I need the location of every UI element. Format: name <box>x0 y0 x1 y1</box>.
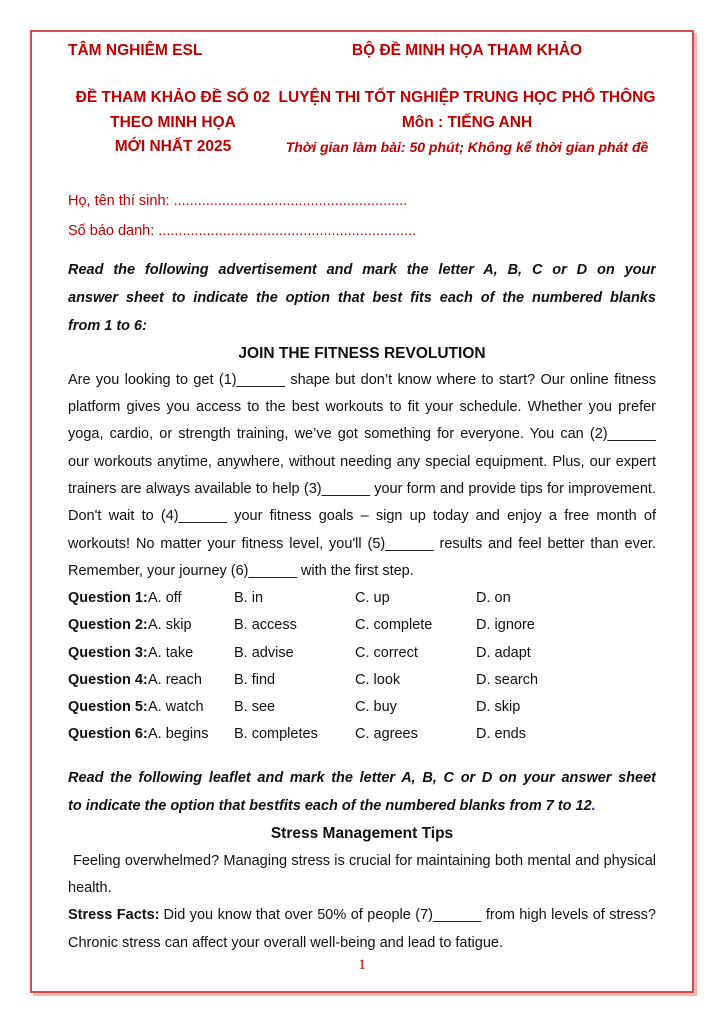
section1-instruction <box>68 256 656 340</box>
exam-code-line-2: THEO MINH HỌA <box>110 113 236 131</box>
option-b: B. in <box>234 590 264 607</box>
section2-instruction <box>68 764 656 820</box>
option-d: D. skip <box>476 698 521 715</box>
student-name-line: Họ, tên thí sinh: .......................................................... <box>68 192 408 209</box>
question-row <box>68 667 656 694</box>
option-a: A. take <box>148 644 194 661</box>
passage1-title: JOIN THE FITNESS REVOLUTION <box>238 344 486 362</box>
passage-line: Don't wait to (4)______ your fitness goals – sign up today and enjoy a free month of <box>68 508 656 525</box>
instruction-line: Read the following leaflet and mark the letter A, B, C or D on your answer sheet <box>68 770 656 787</box>
student-id-line: Số báo danh: ................................................................ <box>68 222 417 239</box>
passage-line: workouts! No matter your fitness level, you'll (5)______ results and feel better than ever. <box>68 535 656 552</box>
option-a: A. begins <box>148 726 209 743</box>
passage-line <box>68 902 656 929</box>
option-d: D. search <box>476 671 539 688</box>
option-a: A. watch <box>148 698 204 715</box>
instruction-line <box>68 792 656 820</box>
passage-line: Feeling overwhelmed? Managing stress is crucial for maintaining both mental and physical <box>73 852 656 869</box>
collection-title: BỘ ĐỀ MINH HỌA THAM KHẢO <box>351 42 583 59</box>
option-c: C. buy <box>355 698 397 715</box>
option-a: A. reach <box>148 671 202 688</box>
instruction-line: Read the following advertisement and mark the letter A, B, C or D on your <box>68 261 656 278</box>
student-info <box>68 186 656 246</box>
org-name: TÂM NGHIÊM ESL <box>68 42 203 59</box>
option-b: B. access <box>234 617 297 634</box>
option-d: D. ends <box>476 726 526 743</box>
passage-line: our workouts anytime, anywhere, without needing any special equipment. Plus, our expert <box>68 453 656 470</box>
question-label: Question 5: <box>68 698 148 715</box>
passage-line: trainers are always available to help (3)______ your form and provide tips for improvement. <box>68 480 656 497</box>
question-row <box>68 612 656 639</box>
stress-facts-text: Did you know that over 50% of people (7)______ from high levels of stress? <box>163 907 656 924</box>
option-c: C. complete <box>355 617 433 634</box>
option-d: D. adapt <box>476 644 531 661</box>
question-label: Question 6: <box>68 726 148 743</box>
option-c: C. look <box>355 671 401 688</box>
question-label: Question 4: <box>68 671 148 688</box>
option-c: C. up <box>355 590 390 607</box>
option-b: B. find <box>234 671 276 688</box>
option-b: B. advise <box>234 644 294 661</box>
option-b: B. completes <box>234 726 318 743</box>
exam-code-line-3: MỚI NHẤT 2025 <box>114 138 232 155</box>
question-label: Question 3: <box>68 644 148 661</box>
questions-block <box>68 585 656 748</box>
header-row-2 <box>68 86 656 160</box>
exam-code-block <box>68 86 278 160</box>
option-d: D. on <box>476 590 511 607</box>
option-d: D. ignore <box>476 617 535 634</box>
passage1-text <box>68 367 656 585</box>
page-number: 1 <box>358 957 366 973</box>
passage-line: Are you looking to get (1)______ shape but don’t know where to start? Our online fitness <box>68 371 656 388</box>
passage-line: yoga, cardio, or strength training, we’ve got something for everyone. You can (2)______ <box>68 426 656 443</box>
exam-subject: Môn : TIẾNG ANH <box>401 113 533 131</box>
passage2-text <box>68 848 656 957</box>
exam-info-block <box>278 86 656 160</box>
passage-line: health. <box>68 879 112 896</box>
header-row-1 <box>68 42 656 60</box>
instruction-line: answer sheet to indicate the option that best fits each of the numbered blanks <box>68 289 656 306</box>
question-label: Question 2: <box>68 617 148 634</box>
instruction-line-text: to indicate the option that bestfits each of the numbered blanks from 7 to 12 <box>68 798 592 815</box>
passage-line: platform gives you access to the best workouts to fit your schedule. Whether you prefer <box>68 399 656 416</box>
question-row <box>68 585 656 612</box>
instruction-period: . <box>591 798 596 815</box>
option-c: C. correct <box>355 644 418 661</box>
option-b: B. see <box>234 698 276 715</box>
option-a: A. skip <box>148 617 192 634</box>
exam-duration: Thời gian làm bài: 50 phút; Không kể thời gian phát đề <box>285 139 649 155</box>
question-row <box>68 694 656 721</box>
instruction-line: from 1 to 6: <box>68 317 147 334</box>
option-a: A. off <box>148 590 182 607</box>
question-label: Question 1: <box>68 590 148 607</box>
stress-facts-label: Stress Facts: <box>68 907 160 924</box>
passage-line: Chronic stress can affect your overall well-being and lead to fatigue. <box>68 934 503 951</box>
question-row <box>68 640 656 667</box>
passage-line: Remember, your journey (6)______ with the first step. <box>68 562 414 579</box>
option-c: C. agrees <box>355 726 418 743</box>
question-row <box>68 721 656 748</box>
exam-code-line-1: ĐỀ THAM KHẢO ĐỀ SỐ 02 <box>75 89 271 106</box>
page-border-frame <box>30 30 694 993</box>
exam-title: LUYỆN THI TỐT NGHIỆP TRUNG HỌC PHỔ THÔNG <box>278 89 656 106</box>
passage2-title: Stress Management Tips <box>270 825 454 843</box>
